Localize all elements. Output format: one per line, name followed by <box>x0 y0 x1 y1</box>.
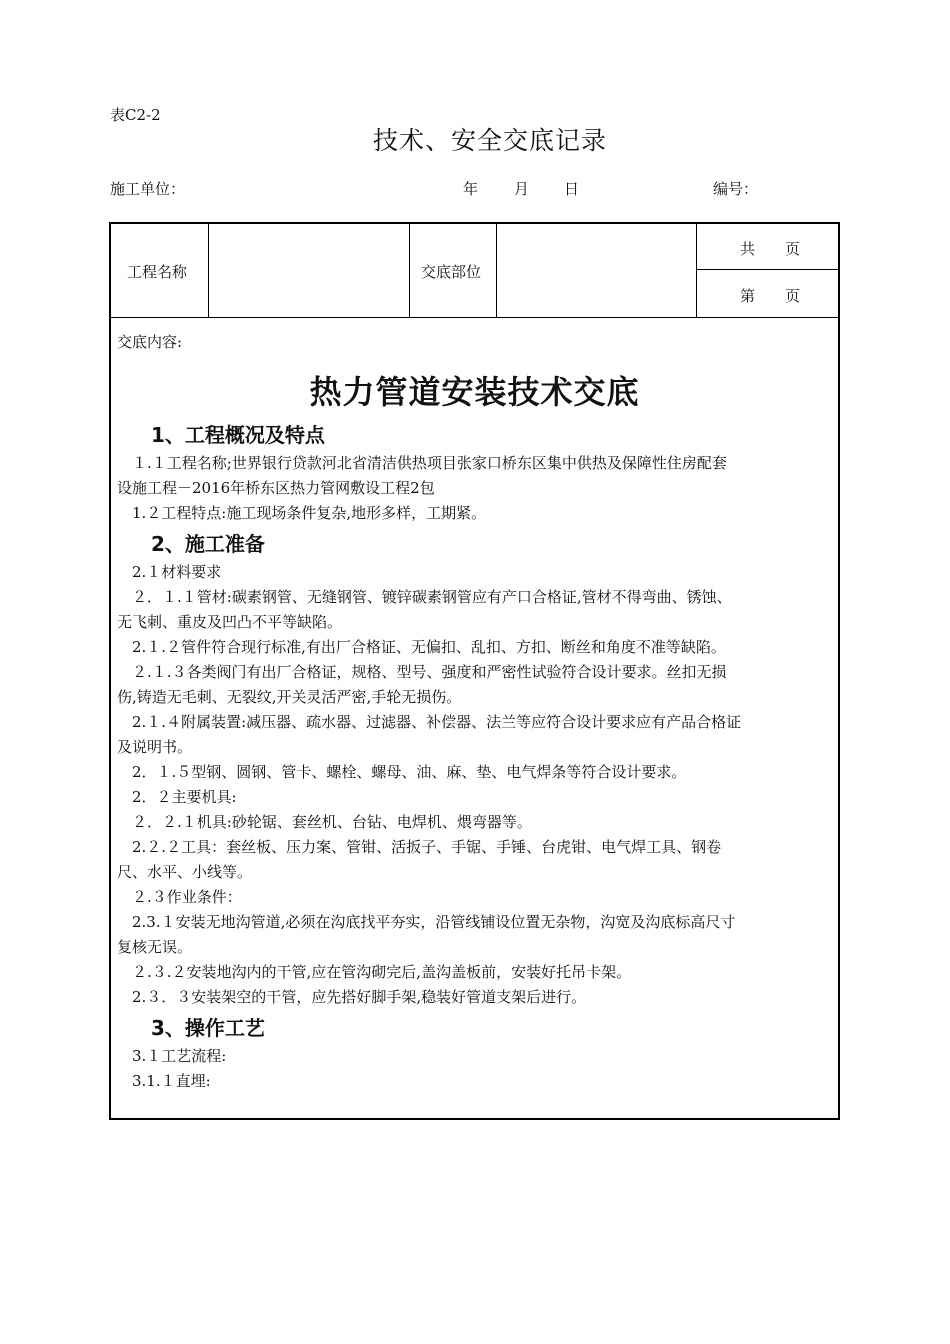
table-divider <box>409 224 410 317</box>
paragraph: 3.１工艺流程: <box>117 1047 227 1065</box>
document-title: 技术、安全交底记录 <box>372 126 607 155</box>
paragraph: 复核无误。 <box>117 938 193 956</box>
paragraph: 2．２主要机具: <box>117 788 237 806</box>
paragraph: 及说明书。 <box>117 738 193 756</box>
handover-part-label: 交底部位 <box>421 263 482 281</box>
paragraph: ２.１.３各类阀门有出厂合格证，规格、型号、强度和严密性试验符合设计要求。丝扣无损 <box>117 663 727 681</box>
section-heading: 3、操作工艺 <box>151 1016 265 1040</box>
paragraph: 1.２工程特点:施工现场条件复杂,地形多样，工期紧。 <box>117 504 487 522</box>
paragraph: 3.1.１直埋: <box>117 1072 211 1090</box>
paragraph: 设施工程－2016年桥东区热力管网敷设工程2包 <box>117 479 435 497</box>
table-divider <box>696 269 840 270</box>
handover-part-value[interactable] <box>506 254 686 294</box>
page-number-label: 第 页 <box>740 287 801 305</box>
paragraph: 2.１材料要求 <box>117 563 222 581</box>
paragraph: 无飞刺、重皮及凹凸不平等缺陷。 <box>117 613 343 631</box>
paragraph: 2.3.１安装无地沟管道,必须在沟底找平夯实，沿管线铺设位置无杂物，沟宽及沟底标高尺寸 <box>117 913 736 931</box>
paragraph: ２．１.１管材:碳素钢管、无缝钢管、镀锌碳素钢管应有产口合格证,管材不得弯曲、锈蚀、 <box>117 588 732 606</box>
project-name-value[interactable] <box>220 254 400 294</box>
table-divider <box>696 224 697 317</box>
paragraph: ２.３作业条件： <box>117 888 242 906</box>
paragraph: ２.３.２安装地沟内的干管,应在管沟砌完后,盖沟盖板前，安装好托吊卡架。 <box>117 963 632 981</box>
date-month-label: 月 <box>514 180 530 198</box>
paragraph: １.１工程名称;世界银行贷款河北省清洁供热项目张家口桥东区集中供热及保障性住房配套 <box>117 454 727 472</box>
construction-unit-label: 施工单位： <box>110 180 186 198</box>
paragraph: 2.１.２管件符合现行标准,有出厂合格证、无偏扣、乱扣、方扣、断丝和角度不准等缺陷。 <box>117 638 726 656</box>
table-divider <box>496 224 497 317</box>
paragraph: 2.３．３安装架空的干管，应先搭好脚手架,稳装好管道支架后进行。 <box>117 988 587 1006</box>
table-divider <box>208 224 209 317</box>
record-table <box>109 222 840 1120</box>
content-label: 交底内容: <box>117 333 183 351</box>
section-heading: 2、施工准备 <box>151 532 265 556</box>
paragraph: 伤,铸造无毛刺、无裂纹,开关灵活严密,手轮无损伤。 <box>117 688 462 706</box>
form-code: 表C2-2 <box>110 106 161 124</box>
date-year-label: 年 <box>463 180 479 198</box>
paragraph: ２．２.１机具:砂轮锯、套丝机、台钻、电焊机、煨弯器等。 <box>117 813 532 831</box>
section-heading: 1、工程概况及特点 <box>151 423 325 447</box>
paragraph: 尺、水平、小线等。 <box>117 863 253 881</box>
record-number-label: 编号： <box>713 180 759 198</box>
date-day-label: 日 <box>564 180 580 198</box>
total-pages-label: 共 页 <box>740 240 801 258</box>
main-title: 热力管道安装技术交底 <box>309 373 640 411</box>
handover-content <box>111 318 838 1094</box>
paragraph: 2.１.４附属装置:减压器、疏水器、过滤器、补偿器、法兰等应符合设计要求应有产品合格证 <box>117 713 742 731</box>
project-name-label: 工程名称 <box>127 263 188 281</box>
paragraph: 2．１.５型钢、圆钢、管卡、螺栓、螺母、油、麻、垫、电气焊条等符合设计要求。 <box>117 763 687 781</box>
paragraph: 2.２.２工具：套丝板、压力案、管钳、活扳子、手锯、手锤、台虎钳、电气焊工具、钢卷 <box>117 838 722 856</box>
